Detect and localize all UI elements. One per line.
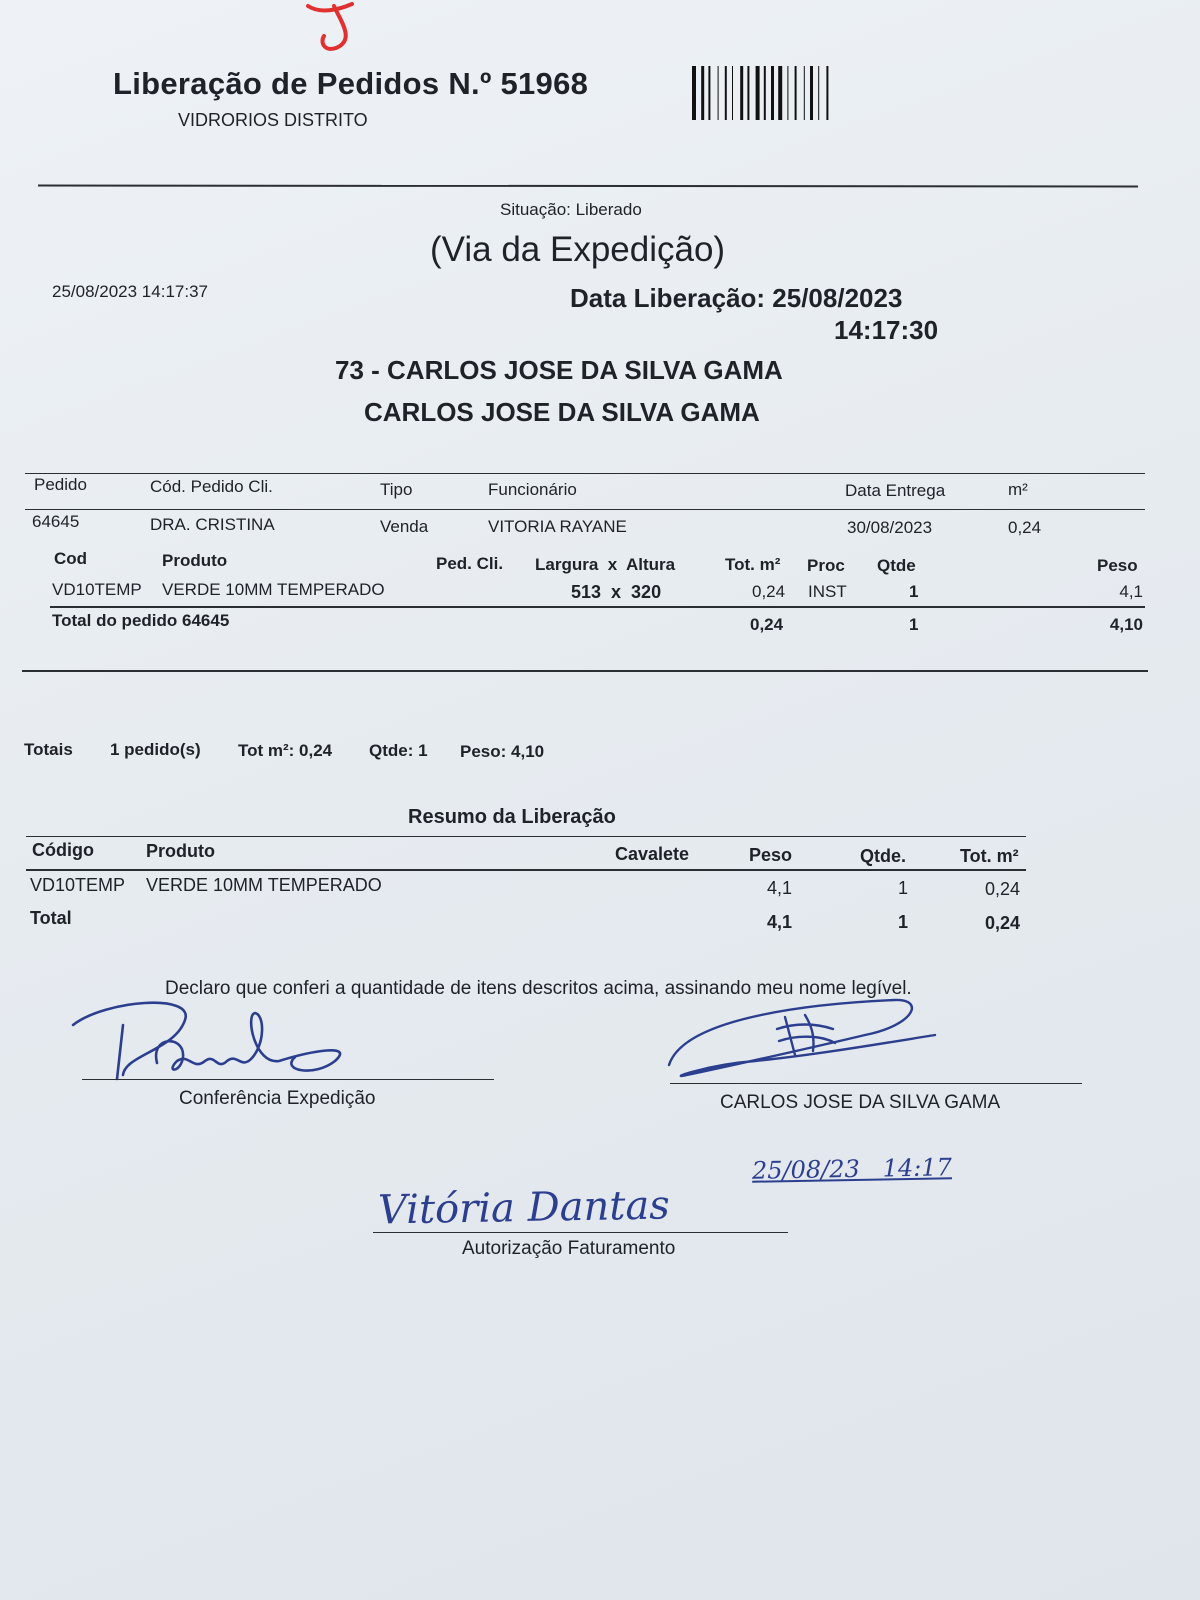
totais-tot-m2: Tot m²: 0,24 [238,741,333,760]
resumo-header-cavalete: Cavalete [615,844,690,864]
item-largura-altura: 513 x 320 [571,582,662,602]
item-header-tot-m2: Tot. m² [725,555,781,574]
item-header-peso: Peso [1097,556,1138,575]
company-name: VIDRORIOS DISTRITO [178,110,368,130]
client-signature-label: CARLOS JOSE DA SILVA GAMA [720,1092,1001,1113]
resumo-codigo: VD10TEMP [30,875,126,895]
resumo-total-peso: 4,1 [767,912,793,932]
item-tot-m2: 0,24 [752,582,786,601]
barcode-bar [692,66,696,120]
conferencia-signature-line [82,1079,494,1080]
barcode-bar [778,66,782,120]
client-name-code: 73 - CARLOS JOSE DA SILVA GAMA [335,355,783,385]
item-header-cod: Cod [54,549,88,568]
status-text: Situação: Liberado [500,200,642,219]
resumo-produto: VERDE 10MM TEMPERADO [146,875,382,895]
client-name: CARLOS JOSE DA SILVA GAMA [364,397,760,427]
resumo-header-produto: Produto [146,841,215,861]
barcode-bar [804,66,805,120]
resumo-total-qtde: 1 [898,912,909,932]
via-title: (Via da Expedição) [430,230,726,269]
resumo-qtde: 1 [898,878,909,898]
resumo-header-qtde: Qtde. [860,846,907,866]
barcode-bar [795,66,797,120]
resumo-total-label: Total [30,908,72,928]
order-tipo: Venda [380,517,429,536]
col-header-funcionario: Funcionário [488,480,577,499]
barcode-bar [771,66,774,120]
totais-pedidos: 1 pedido(s) [110,740,201,759]
order-total-peso: 4,10 [1109,615,1143,634]
totais-label: Totais [24,740,73,759]
red-pen-mark [290,0,370,60]
release-date: Data Liberação: 25/08/2023 [570,283,903,313]
item-peso: 4,1 [1119,582,1143,601]
barcode-bar [764,66,766,120]
page-title: Liberação de Pedidos N.º 51968 [113,66,589,101]
item-header-proc: Proc [807,556,845,575]
barcode-bar [826,66,828,120]
order-funcionario: VITORIA RAYANE [488,517,627,536]
item-cod: VD10TEMP [52,580,142,599]
order-total-qtde: 1 [909,615,919,634]
barcode-bar [747,66,749,120]
resumo-header-tot-m2: Tot. m² [960,846,1019,866]
handwritten-datetime: 25/08/23 14:17 [751,1153,953,1185]
resumo-header-codigo: Código [32,840,94,860]
col-header-m2: m² [1008,480,1028,499]
print-datetime: 25/08/2023 14:17:37 [52,282,208,301]
barcode-bar [756,66,760,120]
declaration-text: Declaro que conferi a quantidade de itens descritos acima, assinando meu nome legível. [165,978,912,999]
barcode-bar [701,66,704,120]
autorizacao-signature-line [373,1232,788,1233]
resumo-total-tot-m2: 0,24 [985,913,1021,933]
item-qtde: 1 [909,582,919,601]
order-cod-pedido-cli: DRA. CRISTINA [150,515,275,534]
barcode-bar [818,66,819,120]
order-m2: 0,24 [1008,518,1042,537]
order-pedido: 64645 [32,512,80,531]
client-signature [665,995,965,1085]
item-header-ped-cli: Ped. Cli. [436,554,504,573]
col-header-cod-pedido-cli: Cód. Pedido Cli. [150,477,273,496]
release-time: 14:17:30 [834,315,939,345]
item-header-largura-altura: Largura x Altura [535,555,676,574]
order-table-bottom-rule [22,670,1148,672]
totais-qtde: Qtde: 1 [369,741,428,760]
col-header-pedido: Pedido [34,475,87,494]
header-divider [38,185,1138,188]
resumo-top-rule [26,836,1026,837]
barcode-bar [708,66,710,120]
barcode-bar [718,66,719,120]
item-proc: INST [808,582,847,601]
resumo-tot-m2: 0,24 [985,879,1021,899]
client-signature-line [670,1083,1082,1084]
order-total-label: Total do pedido 64645 [52,611,230,630]
autorizacao-label: Autorização Faturamento [462,1238,676,1259]
conferencia-label: Conferência Expedição [179,1088,376,1109]
barcode-bar [725,66,727,120]
autorizacao-signature: Vitória Dantas [377,1182,671,1234]
col-header-tipo: Tipo [380,480,413,499]
resumo-header-rule [26,869,1026,871]
item-header-qtde: Qtde [877,556,916,575]
order-total-m2: 0,24 [750,615,784,634]
item-header-produto: Produto [162,551,228,570]
item-produto: VERDE 10MM TEMPERADO [162,580,385,599]
totais-peso: Peso: 4,10 [460,742,545,761]
order-data-entrega: 30/08/2023 [847,518,933,537]
resumo-title: Resumo da Liberação [408,806,616,828]
col-header-data-entrega: Data Entrega [845,481,946,500]
barcode [690,66,880,122]
barcode-bar [810,66,813,120]
order-header-rule [25,509,1145,510]
barcode-bar [787,66,788,120]
conferencia-signature [65,995,365,1095]
order-table-top-rule [25,473,1145,474]
barcode-bar [740,66,743,120]
resumo-header-peso: Peso [749,845,793,865]
resumo-peso: 4,1 [767,878,793,898]
barcode-bar [732,66,733,120]
order-total-rule [50,606,1145,608]
